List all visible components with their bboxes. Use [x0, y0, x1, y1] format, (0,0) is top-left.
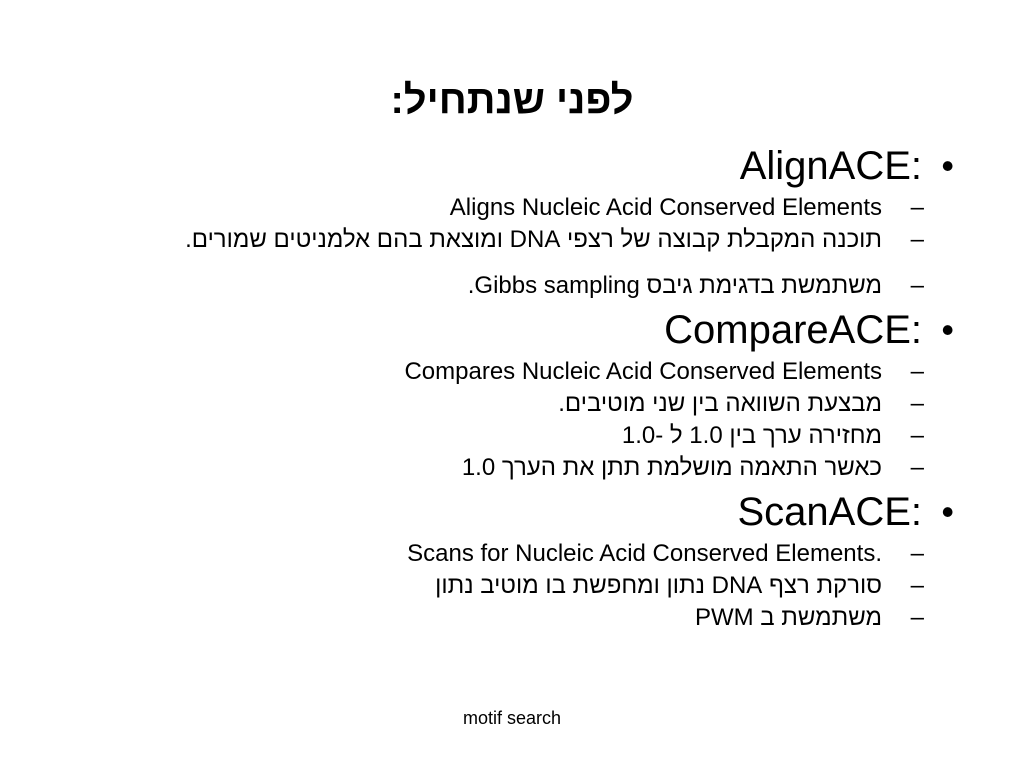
sub-item: [54, 270, 954, 302]
sub-item: [54, 420, 954, 452]
bullet-heading: ScanACE:: [737, 490, 922, 534]
sub-item-text: סורקת רצף DNA נתון ומחפשת בו מוטיב נתון: [435, 572, 882, 599]
sub-item: [54, 388, 954, 420]
sub-item-text: Aligns Nucleic Acid Conserved Elements: [449, 194, 882, 221]
sub-item: [54, 224, 954, 256]
sub-item-text: כאשר התאמה מושלמת תתן את הערך 1.0: [461, 454, 882, 481]
dash-marker: –: [910, 454, 924, 481]
sub-item-text: Scans for Nucleic Acid Conserved Elements.: [407, 540, 882, 567]
dash-marker: –: [910, 540, 924, 567]
sub-item-text: משתמשת ב PWM: [694, 604, 882, 631]
dash-marker: –: [910, 572, 924, 599]
bullet-marker: •: [941, 309, 954, 350]
sub-item: [54, 192, 954, 224]
bullet-marker: •: [941, 491, 954, 532]
sub-item-text: תוכנה המקבלת קבוצה של רצפי DNA ומוצאת בהם אלמניטים שמורים.: [185, 226, 882, 253]
dash-marker: –: [910, 272, 924, 299]
sub-item: [54, 570, 954, 602]
dash-marker: –: [910, 422, 924, 449]
bullet-compareace: [54, 304, 954, 356]
bullet-heading: CompareACE:: [664, 308, 922, 352]
slide-title: לפני שנתחיל:: [390, 78, 634, 122]
bullet-alignace: [54, 140, 954, 192]
dash-marker: –: [910, 604, 924, 631]
sub-item: [54, 602, 954, 634]
slide-content: [54, 140, 954, 634]
dash-marker: –: [910, 226, 924, 253]
dash-marker: –: [910, 194, 924, 221]
sub-item-text: Compares Nucleic Acid Conserved Elements: [404, 358, 882, 385]
sub-item: [54, 452, 954, 484]
sub-item: [54, 538, 954, 570]
sub-item: [54, 356, 954, 388]
sub-item-text: משתמשת בדגימת גיבס Gibbs sampling.: [467, 272, 882, 299]
bullet-scanace: [54, 486, 954, 538]
bullet-heading: AlignACE:: [739, 144, 922, 188]
sub-item-text: מחזירה ערך בין 1.0 ל -1.0: [621, 422, 882, 449]
sub-item-text: מבצעת השוואה בין שני מוטיבים.: [558, 390, 882, 417]
slide-footer: motif search: [462, 708, 562, 728]
bullet-marker: •: [941, 145, 954, 186]
dash-marker: –: [910, 390, 924, 417]
dash-marker: –: [910, 358, 924, 385]
